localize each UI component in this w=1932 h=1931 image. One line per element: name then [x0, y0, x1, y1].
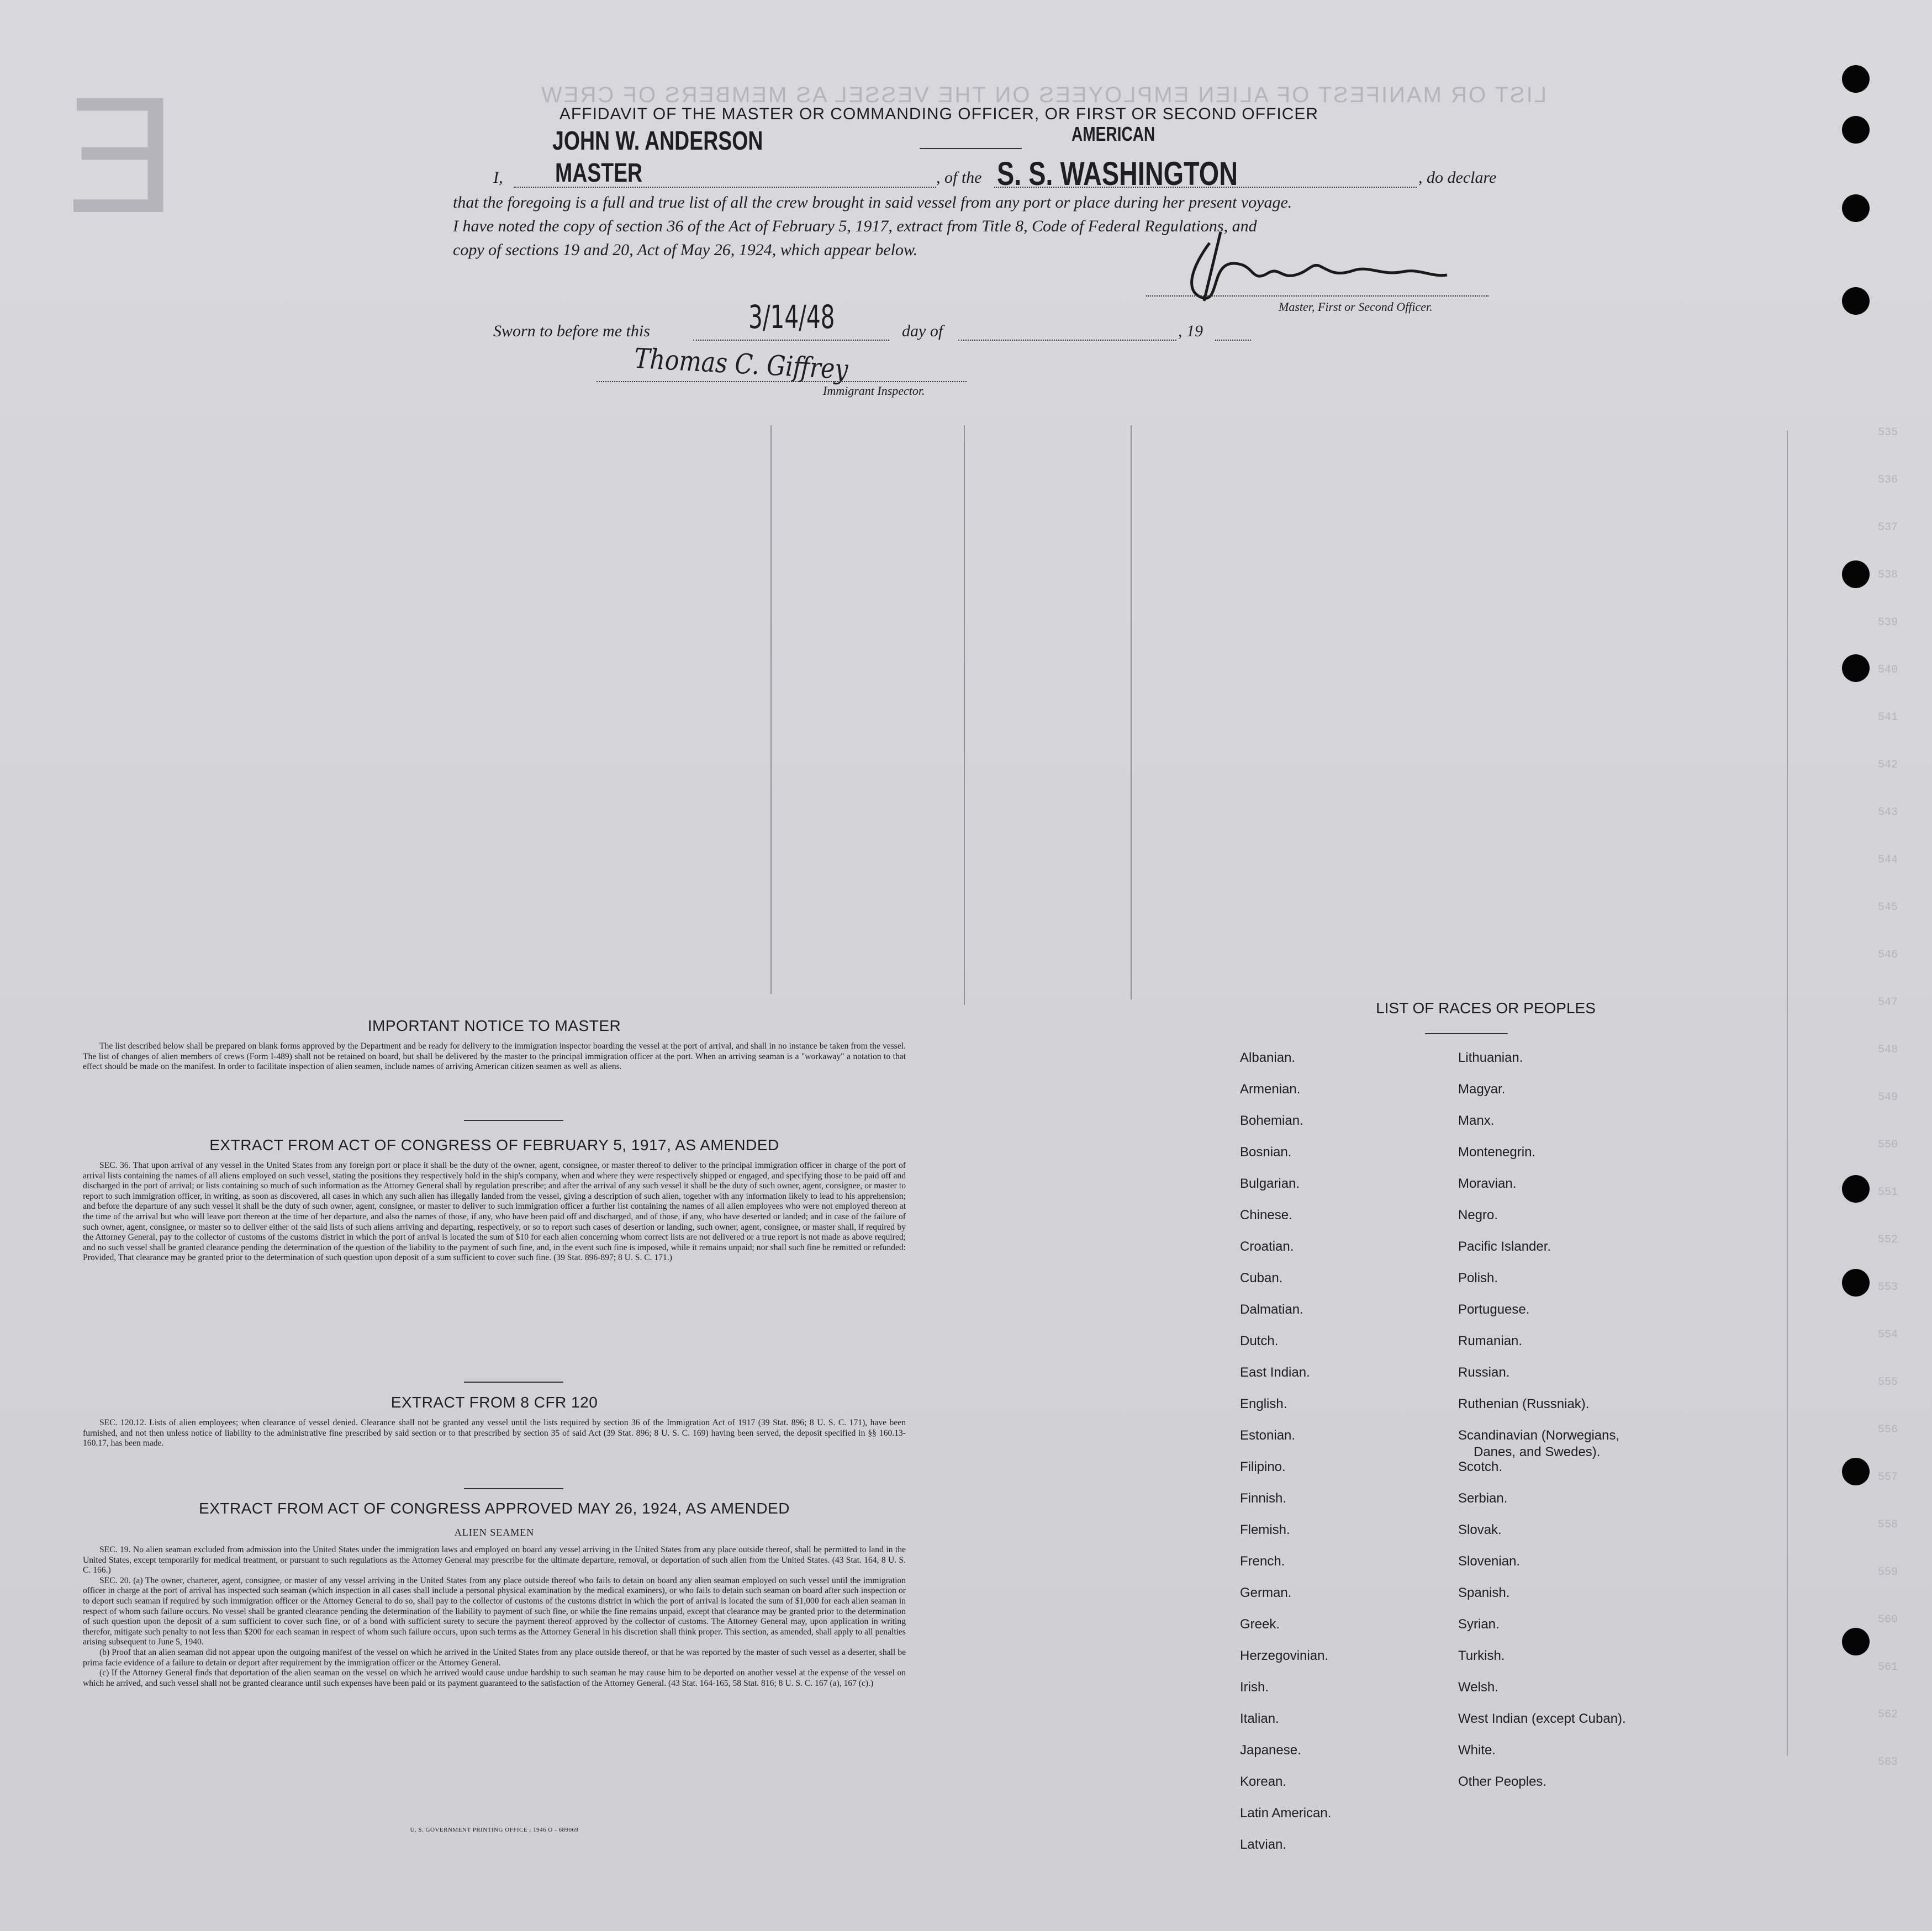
master-name: JOHN W. ANDERSON	[552, 126, 763, 156]
ghost-row-number: 536	[1878, 474, 1898, 486]
race-item: Finnish.	[1240, 1491, 1287, 1506]
printer-imprint: U. S. GOVERNMENT PRINTING OFFICE : 1946 O - 689069	[410, 1827, 579, 1833]
ghost-row-number: 557	[1878, 1471, 1898, 1484]
ghost-row-number: 538	[1878, 569, 1898, 581]
race-item: Bulgarian.	[1240, 1176, 1300, 1191]
race-item: Other Peoples.	[1458, 1774, 1547, 1789]
race-item: Manx.	[1458, 1113, 1495, 1128]
race-item: Polish.	[1458, 1271, 1498, 1285]
race-item: Danes, and Swedes).	[1474, 1445, 1601, 1459]
race-item: Irish.	[1240, 1680, 1269, 1695]
ghost-row-number: 544	[1878, 854, 1898, 866]
ghost-row-number: 545	[1878, 901, 1898, 914]
ghost-row-number: 555	[1878, 1376, 1898, 1389]
ghost-table-line	[770, 425, 772, 994]
race-item: Estonian.	[1240, 1428, 1296, 1443]
race-item: Filipino.	[1240, 1459, 1286, 1474]
sworn-label: Sworn to before me this	[493, 322, 650, 340]
ghost-row-number: 561	[1878, 1661, 1898, 1674]
ghost-row-number: 554	[1878, 1329, 1898, 1341]
ghost-row-number: 541	[1878, 711, 1898, 724]
race-item: Chinese.	[1240, 1208, 1292, 1223]
race-item: Scandinavian (Norwegians,	[1458, 1428, 1620, 1443]
race-item: Dalmatian.	[1240, 1302, 1303, 1317]
race-item: Lithuanian.	[1458, 1050, 1523, 1065]
section-divider	[464, 1488, 563, 1489]
race-item: Japanese.	[1240, 1743, 1301, 1758]
signature-caption: Master, First or Second Officer.	[1279, 300, 1433, 314]
ghost-row-number: 553	[1878, 1281, 1898, 1294]
ghost-table-line	[1131, 425, 1132, 999]
race-item: French.	[1240, 1554, 1285, 1569]
race-item: White.	[1458, 1743, 1496, 1758]
ghost-row-number: 559	[1878, 1566, 1898, 1579]
race-item: Herzegovinian.	[1240, 1648, 1329, 1663]
race-item: Spanish.	[1458, 1585, 1510, 1600]
ghost-row-number: 558	[1878, 1519, 1898, 1531]
ghost-row-number: 535	[1878, 426, 1898, 439]
punch-hole	[1842, 654, 1870, 682]
alien-seamen-subtitle: ALIEN SEAMEN	[454, 1527, 535, 1538]
race-item: Moravian.	[1458, 1176, 1517, 1191]
punch-hole	[1842, 287, 1870, 315]
punch-hole	[1842, 1628, 1870, 1655]
race-item: East Indian.	[1240, 1365, 1310, 1380]
i-label: I,	[493, 168, 503, 187]
race-item: Cuban.	[1240, 1271, 1283, 1285]
race-item: Pacific Islander.	[1458, 1239, 1551, 1254]
races-title: LIST OF RACES OR PEOPLES	[1376, 999, 1596, 1017]
race-item: Serbian.	[1458, 1491, 1508, 1506]
inspector-signature: Thomas C. Giffrey	[633, 342, 849, 386]
race-item: Montenegrin.	[1458, 1145, 1536, 1160]
race-item: Syrian.	[1458, 1617, 1500, 1632]
race-item: West Indian (except Cuban).	[1458, 1711, 1626, 1726]
race-item: Bosnian.	[1240, 1145, 1292, 1160]
important-notice-text: The list described below shall be prepared on blank forms approved by the Department and be ready for delivery to the immigration inspector boarding the vessel at the port of arrival, and shall in no instance be taken from the vessel. The list of changes of alien members of crews (Form I-489) shall not be retained on board, but shall be delivered by the master to the principal immigration officer at the port. When an arriving seaman is a "workaway" a notation to that effect should be made on the manifest. In order to facilitate inspection of alien seamen, include names of arriving American citizen seamen as well as aliens.	[83, 1041, 906, 1072]
affidavit-line-2: I have noted the copy of section 36 of the Act of February 5, 1917, extract from Title 8, Code of Federal Regulations, and	[453, 217, 1257, 235]
ghost-row-number: 546	[1878, 949, 1898, 961]
race-item: Negro.	[1458, 1208, 1498, 1223]
sec-20b-text: (b) Proof that an alien seaman did not appear upon the outgoing manifest of the vessel on which he arrived in the United States from any place outside thereof, or that he was reported by the master of such vessel as a deserter, shall be prima facie evidence of a failure to detain or deport after requirement by the immigration officer or the Attorney General.	[83, 1647, 906, 1668]
race-item: Flemish.	[1240, 1522, 1290, 1537]
punch-hole	[1842, 1175, 1870, 1203]
ghost-row-number: 539	[1878, 616, 1898, 629]
punch-hole	[1842, 560, 1870, 588]
ghost-row-number: 556	[1878, 1424, 1898, 1436]
punch-hole	[1842, 194, 1870, 222]
month-rule	[958, 340, 1176, 341]
race-item: Welsh.	[1458, 1680, 1498, 1695]
race-item: Russian.	[1458, 1365, 1510, 1380]
race-item: Dutch.	[1240, 1334, 1279, 1348]
race-item: Albanian.	[1240, 1050, 1296, 1065]
race-item: Slovenian.	[1458, 1554, 1521, 1569]
bleed-through-large-mark: E	[66, 62, 177, 247]
important-notice-title: IMPORTANT NOTICE TO MASTER	[367, 1017, 621, 1034]
sworn-date: 3/14/48	[748, 298, 835, 336]
ghost-row-number: 542	[1878, 759, 1898, 771]
ghost-row-number: 551	[1878, 1186, 1898, 1199]
signature-rule	[1146, 295, 1488, 297]
rank: MASTER	[555, 158, 643, 188]
race-item: Korean.	[1240, 1774, 1287, 1789]
punch-hole	[1842, 1458, 1870, 1485]
race-item: Greek.	[1240, 1617, 1280, 1632]
nationality: AMERICAN	[1071, 123, 1155, 145]
races-title-rule	[1425, 1033, 1508, 1034]
ghost-row-number: 548	[1878, 1044, 1898, 1056]
race-item: Latin American.	[1240, 1806, 1332, 1821]
sec-19-text: SEC. 19. No alien seaman excluded from admission into the United States under the immigration laws and employed on board any vessel arriving in the United States from any place outside thereof, shall be permitted to land in the United States, except temporarily for medical treatment, or pursuant to such regulations as the Attorney General may prescribe for the ultimate departure, removal, or deportation of such alien from the United States. (43 Stat. 164, 8 U. S. C. 166.)	[83, 1545, 906, 1575]
rank-rule	[514, 187, 936, 188]
sec-20a-text: SEC. 20. (a) The owner, charterer, agent, consignee, or master of any vessel arriving in the United States from any place outside thereof who fails to detain on board any alien seaman employed on such vessel until the immigration officer in charge at the port of arrival has inspected such seaman (which inspection in all cases shall include a personal physical examination by the medical examiners), or who fails to detain such seaman on board after such inspection or to deport such seaman if required by such immigration officer or the Attorney General to do so, shall pay to the collector of customs of the customs district in which the port of arrival is located the sum of $1,000 for each alien seaman in respect of whom such failure occurs. No vessel shall be granted clearance pending the determination of the liability to payment of such fine, or while the fine remains unpaid, except that clearance may be granted prior to the determination of such question upon the deposit of a sum sufficient to cover such fine, or of a bond with sufficient surety to secure the payment thereof approved by the collector of customs. The Attorney General may, upon application in writing therefor, mitigate such penalty to not less than $200 for each seaman in respect of whom such failure occurs, upon such terms as the Attorney General in his discretion shall think proper. This section, as amended, shall apply to all penalties arising subsequent to June 5, 1940.	[83, 1575, 906, 1647]
punch-hole	[1842, 116, 1870, 144]
affidavit-line-3: copy of sections 19 and 20, Act of May 26, 1924, which appear below.	[453, 241, 918, 259]
name-rule	[920, 148, 1022, 149]
punch-hole	[1842, 65, 1870, 93]
do-declare-label: , do declare	[1418, 168, 1497, 187]
ghost-table-line	[1787, 431, 1788, 1756]
act-1917-text: SEC. 36. That upon arrival of any vessel in the United States from any foreign port or place it shall be the duty of the owner, agent, consignee, or master thereof to deliver to the principal immigration officer in charge of the port of arrival lists containing the names of all aliens employed on such vessel, stating the positions they respectively hold in the ship's company, when and where they were respectively shipped or engaged, and specifying those to be paid off and discharged in the port of arrival; or lists containing so much of such information as the Attorney General shall by regulation prescribe; and after the arrival of any such vessel it shall be the duty of such owner, agent, consignee, or master to report to such immigration officer, in writing, as soon as discovered, all cases in which any such alien has illegally landed from the vessel, giving a description of such alien, together with any information likely to lead to his apprehension; and before the departure of any such vessel it shall be the duty of such owner, agent, consignee, or master to deliver to such immigration officer a further list containing the names of all alien employees who were not employed thereon at the time of the arrival but who will leave port thereon at the time of her departure, and also the names of those, if any, who have been paid off and discharged, and of those, if any, who have deserted or landed; and in case of the failure of such owner, agent, consignee, or master so to deliver either of the said lists of such aliens arriving and departing, respectively, or so to report such cases of desertion or landing, such owner, agent, consignee, or master shall, if required by the Attorney General, pay to the collector of customs of the customs district in which the port of arrival is located the sum of $10 for each alien concerning whom correct lists are not delivered or a true report is not made as above required; and no such vessel shall be granted clearance pending the determination of the question of the liability to the payment of such fine, and, in the event such fine is imposed, while it remains unpaid; nor shall such fine be remitted or refunded: Provided, That clearance may be granted prior to the determination of such question upon deposit of a sum sufficient to cover such fine. (39 Stat. 896-897; 8 U. S. C. 171.)	[83, 1161, 906, 1263]
race-item: Armenian.	[1240, 1082, 1301, 1097]
act-1917-title: EXTRACT FROM ACT OF CONGRESS OF FEBRUARY 5, 1917, AS AMENDED	[209, 1136, 779, 1154]
ghost-row-number: 562	[1878, 1708, 1898, 1721]
affidavit-title: AFFIDAVIT OF THE MASTER OR COMMANDING OFFICER, OR FIRST OR SECOND OFFICER	[559, 105, 1319, 123]
race-item: Latvian.	[1240, 1837, 1287, 1852]
section-divider	[464, 1382, 563, 1383]
of-the-label: , of the	[936, 168, 982, 187]
bleed-through-heading: LIST OR MANIFEST OF ALIEN EMPLOYEES ON THE VESSEL AS MEMBERS OF CREW	[540, 83, 1546, 107]
vessel-name: S. S. WASHINGTON	[997, 155, 1238, 192]
ghost-row-number: 549	[1878, 1091, 1898, 1104]
vessel-rule	[994, 187, 1417, 188]
inspector-caption: Immigrant Inspector.	[823, 384, 925, 398]
ghost-row-number: 537	[1878, 521, 1898, 534]
act-1924-title: EXTRACT FROM ACT OF CONGRESS APPROVED MAY 26, 1924, AS AMENDED	[199, 1500, 790, 1517]
ghost-row-number: 550	[1878, 1139, 1898, 1151]
affidavit-line-1: that the foregoing is a full and true list of all the crew brought in said vessel from any port or place during her present voyage.	[453, 193, 1292, 211]
ghost-row-number: 563	[1878, 1756, 1898, 1769]
race-item: German.	[1240, 1585, 1292, 1600]
punch-hole	[1842, 1269, 1870, 1297]
race-item: Portuguese.	[1458, 1302, 1530, 1317]
year-rule	[1215, 340, 1251, 341]
race-item: Italian.	[1240, 1711, 1279, 1726]
ghost-row-number: 552	[1878, 1234, 1898, 1246]
act-1924-text	[83, 1545, 906, 1689]
race-item: English.	[1240, 1396, 1287, 1411]
race-item: Rumanian.	[1458, 1334, 1523, 1348]
ghost-row-number: 540	[1878, 664, 1898, 676]
sec-20c-text: (c) If the Attorney General finds that deportation of the alien seaman on the vessel on which he arrived would cause undue hardship to such seaman he may cause him to be deported on another vessel at the expense of the vessel on which he arrived, and such vessel shall not be granted clearance until such expenses have been paid or its payment guaranteed to the satisfaction of the Attorney General. (43 Stat. 164-165, 58 Stat. 816; 8 U. S. C. 167 (a), 167 (c).)	[83, 1668, 906, 1688]
race-item: Scotch.	[1458, 1459, 1503, 1474]
cfr-text: SEC. 120.12. Lists of alien employees; when clearance of vessel denied. Clearance shall not be granted any vessel until the lists required by section 36 of the Immigration Act of 1917 (39 Stat. 896; 8 U. S. C. 171), have been furnished, and not then unless notice of liability to the administrative fine prescribed by said section or to that prescribed by section 35 of said Act (39 Stat. 896; 8 U. S. C. 169) having been served, the deposit specified in §§ 160.13-160.17, has been made.	[83, 1418, 906, 1448]
race-item: Magyar.	[1458, 1082, 1506, 1097]
race-item: Croatian.	[1240, 1239, 1294, 1254]
section-divider	[464, 1120, 563, 1121]
ghost-row-number: 547	[1878, 996, 1898, 1009]
ghost-row-number: 543	[1878, 806, 1898, 819]
ghost-row-number: 560	[1878, 1613, 1898, 1626]
cfr-title: EXTRACT FROM 8 CFR 120	[390, 1394, 598, 1411]
inspector-rule	[597, 381, 967, 382]
race-item: Turkish.	[1458, 1648, 1505, 1663]
sworn-date-rule	[693, 340, 889, 341]
master-signature	[1171, 232, 1458, 304]
race-item: Ruthenian (Russniak).	[1458, 1396, 1590, 1411]
race-item: Bohemian.	[1240, 1113, 1303, 1128]
race-item: Slovak.	[1458, 1522, 1502, 1537]
day-of-label: day of	[902, 322, 943, 340]
year-label: , 19	[1178, 322, 1203, 340]
ghost-table-line	[964, 425, 965, 1005]
